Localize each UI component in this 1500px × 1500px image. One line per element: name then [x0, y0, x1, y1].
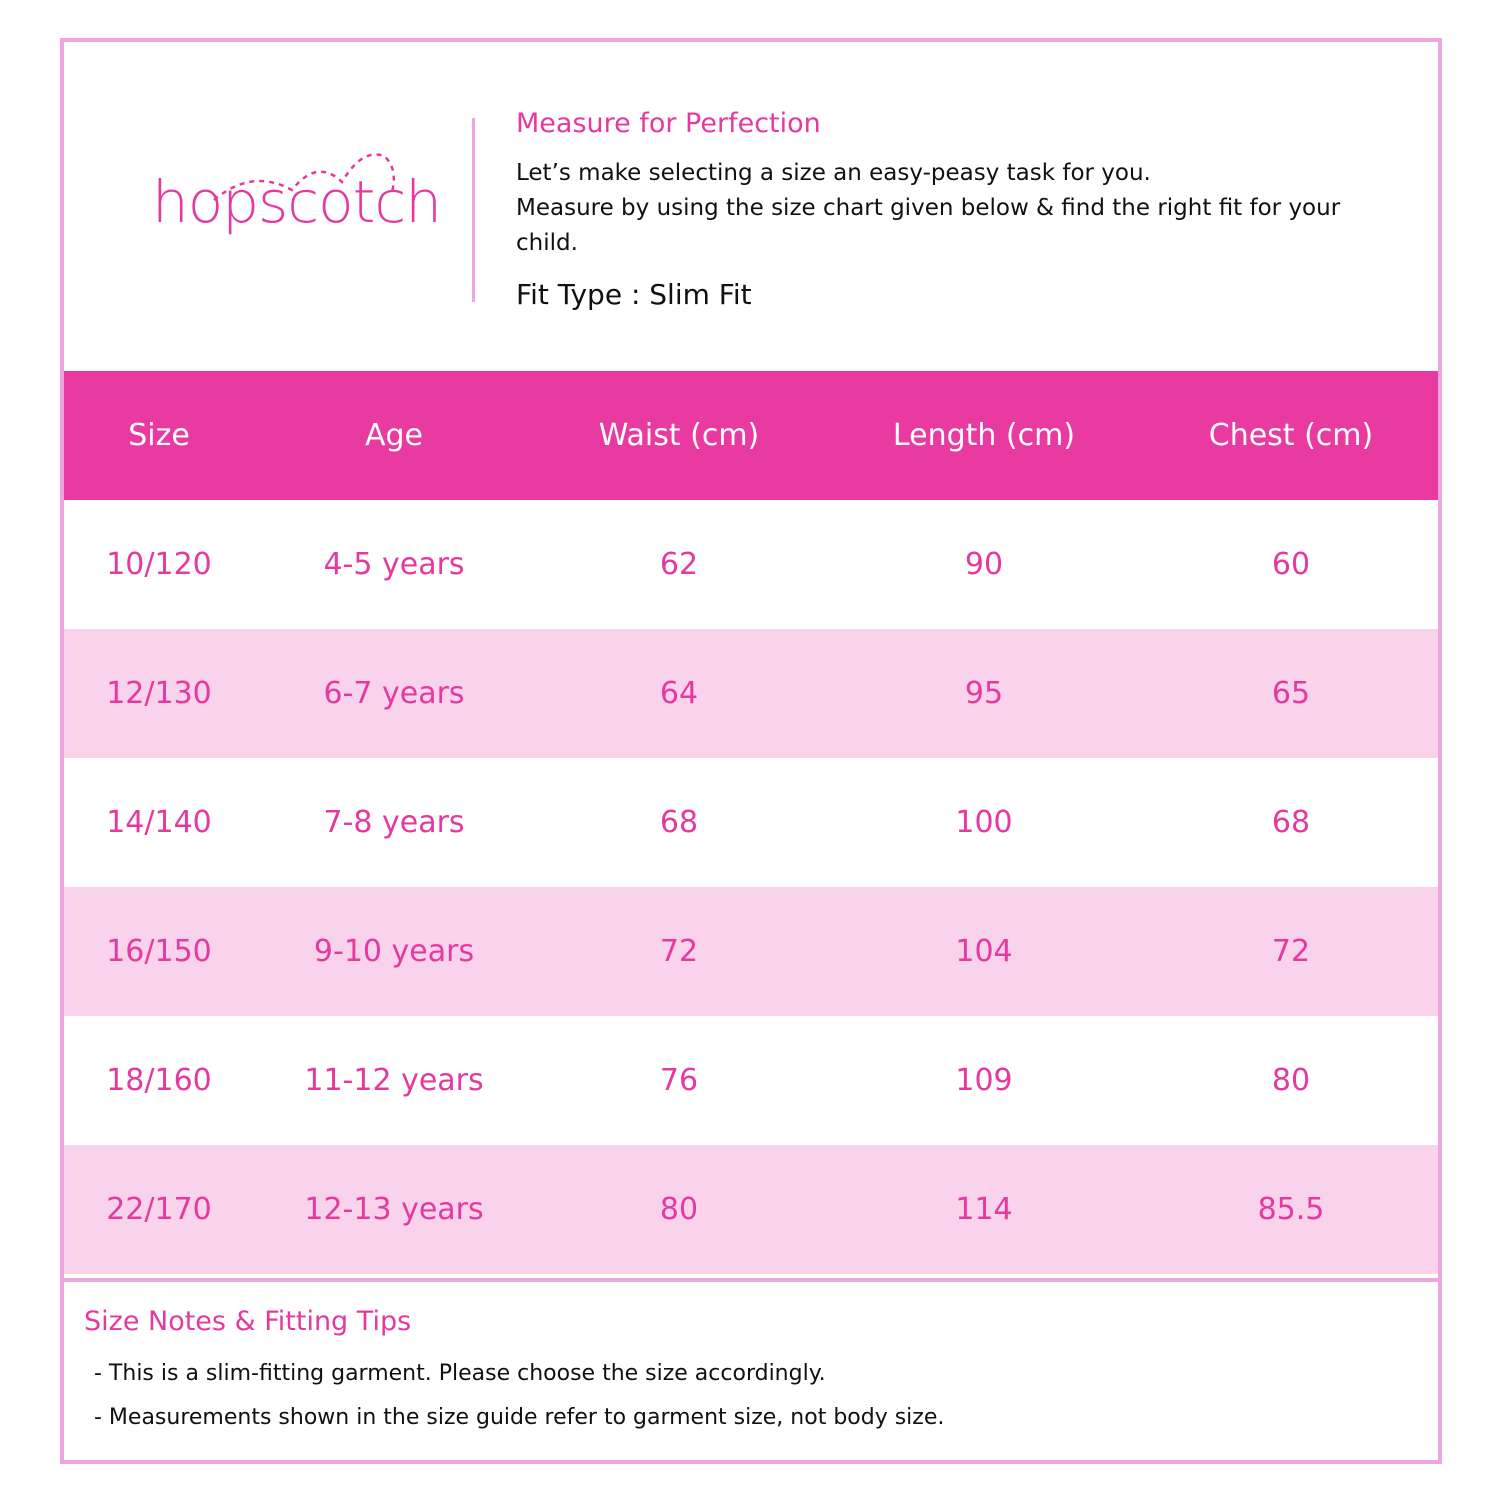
cell-length: 114 — [824, 1145, 1144, 1274]
cell-waist: 62 — [534, 500, 824, 629]
cell-size: 14/140 — [64, 758, 254, 887]
cell-age: 7-8 years — [254, 758, 534, 887]
cell-size: 22/170 — [64, 1145, 254, 1274]
cell-size: 16/150 — [64, 887, 254, 1016]
cell-age: 11-12 years — [254, 1016, 534, 1145]
cell-age: 6-7 years — [254, 629, 534, 758]
cell-size: 18/160 — [64, 1016, 254, 1145]
cell-length: 104 — [824, 887, 1144, 1016]
cell-waist: 68 — [534, 758, 824, 887]
notes-list — [94, 1352, 944, 1440]
table-row — [64, 1145, 1438, 1274]
size-chart-frame — [60, 38, 1442, 1464]
cell-waist: 64 — [534, 629, 824, 758]
column-header-age: Age — [254, 371, 534, 500]
cell-age: 9-10 years — [254, 887, 534, 1016]
table-row — [64, 500, 1438, 629]
cell-waist: 80 — [534, 1145, 824, 1274]
cell-size: 12/130 — [64, 629, 254, 758]
list-item: - This is a slim-fitting garment. Please choose the size accordingly. — [94, 1361, 826, 1386]
cell-length: 95 — [824, 629, 1144, 758]
cell-age: 4-5 years — [254, 500, 534, 629]
size-table — [64, 371, 1438, 1274]
table-row — [64, 629, 1438, 758]
table-row — [64, 758, 1438, 887]
cell-chest: 72 — [1144, 887, 1438, 1016]
cell-chest: 85.5 — [1144, 1145, 1438, 1274]
column-header-waist: Waist (cm) — [534, 371, 824, 500]
cell-chest: 68 — [1144, 758, 1438, 887]
notes-title: Size Notes & Fitting Tips — [84, 1306, 412, 1337]
column-header-length: Length (cm) — [824, 371, 1144, 500]
intro-line: child. — [516, 230, 578, 256]
column-header-size: Size — [64, 371, 254, 500]
cell-length: 100 — [824, 758, 1144, 887]
cell-chest: 80 — [1144, 1016, 1438, 1145]
intro-text — [516, 156, 1396, 261]
cell-length: 109 — [824, 1016, 1144, 1145]
cell-size: 10/120 — [64, 500, 254, 629]
notes-divider — [64, 1278, 1438, 1282]
cell-chest: 60 — [1144, 500, 1438, 629]
cell-chest: 65 — [1144, 629, 1438, 758]
cell-age: 12-13 years — [254, 1145, 534, 1274]
fit-type: Fit Type : Slim Fit — [516, 278, 752, 311]
brand-logo — [152, 138, 442, 258]
table-header-row — [64, 371, 1438, 500]
intro-line: Let’s make selecting a size an easy-peasy task for you. — [516, 160, 1151, 186]
table-row — [64, 1016, 1438, 1145]
list-item: - Measurements shown in the size guide refer to garment size, not body size. — [94, 1405, 945, 1430]
page-title: Measure for Perfection — [516, 108, 821, 139]
cell-waist: 76 — [534, 1016, 824, 1145]
column-header-chest: Chest (cm) — [1144, 371, 1438, 500]
cell-length: 90 — [824, 500, 1144, 629]
cell-waist: 72 — [534, 887, 824, 1016]
header-divider — [472, 118, 475, 302]
brand-logo-text: hopscotch — [152, 168, 442, 236]
intro-line: Measure by using the size chart given below & find the right fit for your — [516, 195, 1341, 221]
table-row — [64, 887, 1438, 1016]
